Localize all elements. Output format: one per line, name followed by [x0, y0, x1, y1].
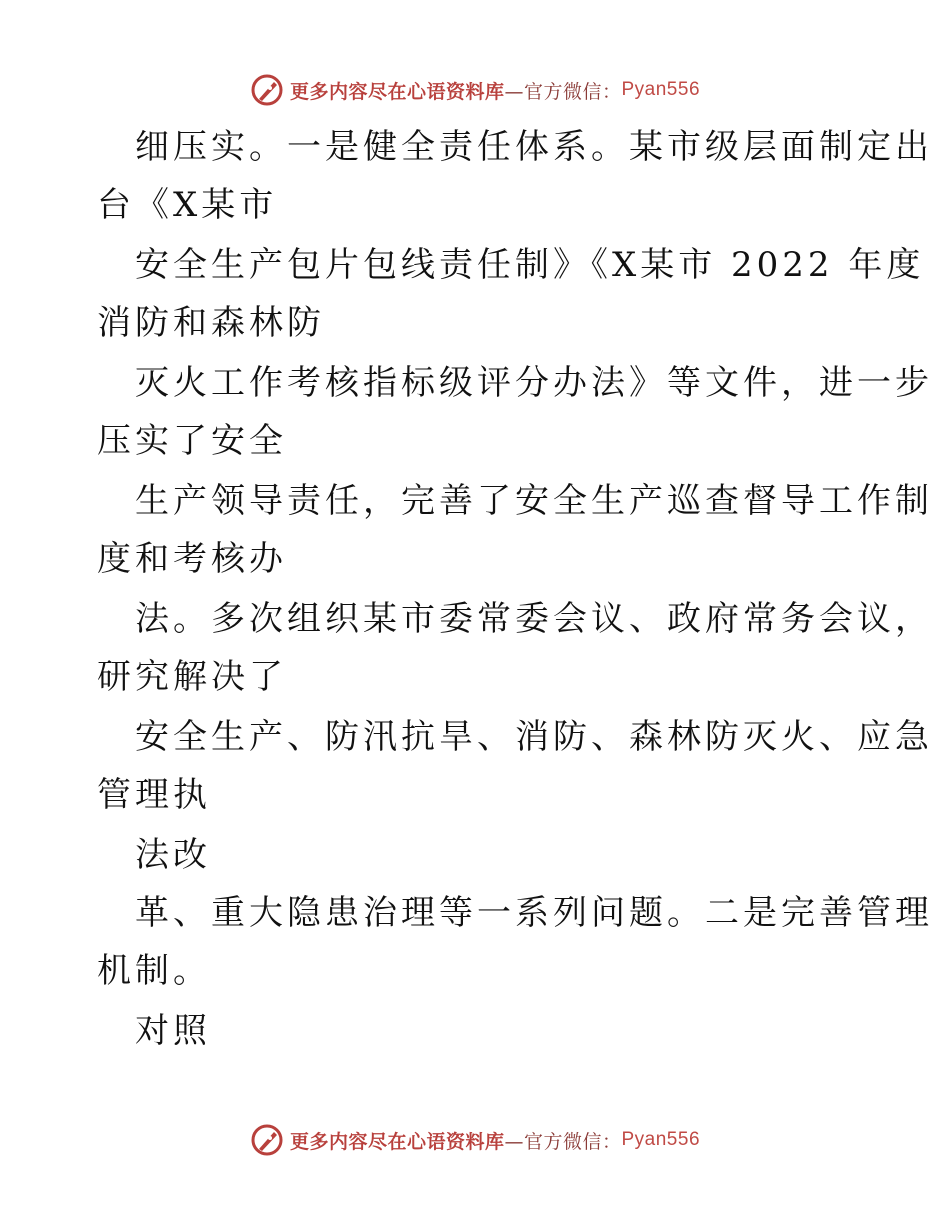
body-line: 细压实。一是健全责任体系。某市级层面制定出: [135, 127, 933, 167]
banner-wechat-id: Pyan556: [621, 79, 701, 100]
body-line: 法。多次组织某市委常委会议、政府常务会议，: [135, 599, 933, 639]
body-line: 度和考核办: [97, 539, 287, 579]
body-line: 研究解决了: [97, 657, 287, 697]
body-line: 消防和森林防: [97, 303, 325, 343]
body-line: 生产领导责任，完善了安全生产巡查督导工作制: [135, 481, 933, 521]
header-watermark-banner: [0, 70, 950, 110]
body-line: 灭火工作考核指标级评分办法》等文件，进一步: [135, 363, 933, 403]
banner-wechat-id: Pyan556: [621, 1129, 701, 1150]
body-line: 台《X某市: [97, 185, 278, 225]
body-line: 压实了安全: [97, 421, 287, 461]
banner-dash: —官方微信：: [504, 80, 622, 103]
pen-circle-logo-icon: [250, 1123, 284, 1157]
body-line: 安全生产、防汛抗旱、消防、森林防灭火、应急: [135, 717, 933, 757]
body-line: 安全生产包片包线责任制》《X某市 2022 年度: [135, 245, 925, 285]
body-line: 法改: [135, 835, 211, 875]
pen-circle-logo-icon: [250, 73, 284, 107]
body-line: 管理执: [97, 775, 211, 815]
body-line: 对照: [135, 1011, 211, 1051]
banner-prefix: 更多内容尽在心语资料库: [289, 80, 505, 103]
banner-dash: —官方微信：: [504, 1130, 622, 1153]
banner-prefix: 更多内容尽在心语资料库: [289, 1130, 505, 1153]
body-line: 机制。: [97, 951, 211, 991]
body-line: 革、重大隐患治理等一系列问题。二是完善管理: [135, 893, 933, 933]
footer-watermark-banner: [0, 1120, 950, 1160]
